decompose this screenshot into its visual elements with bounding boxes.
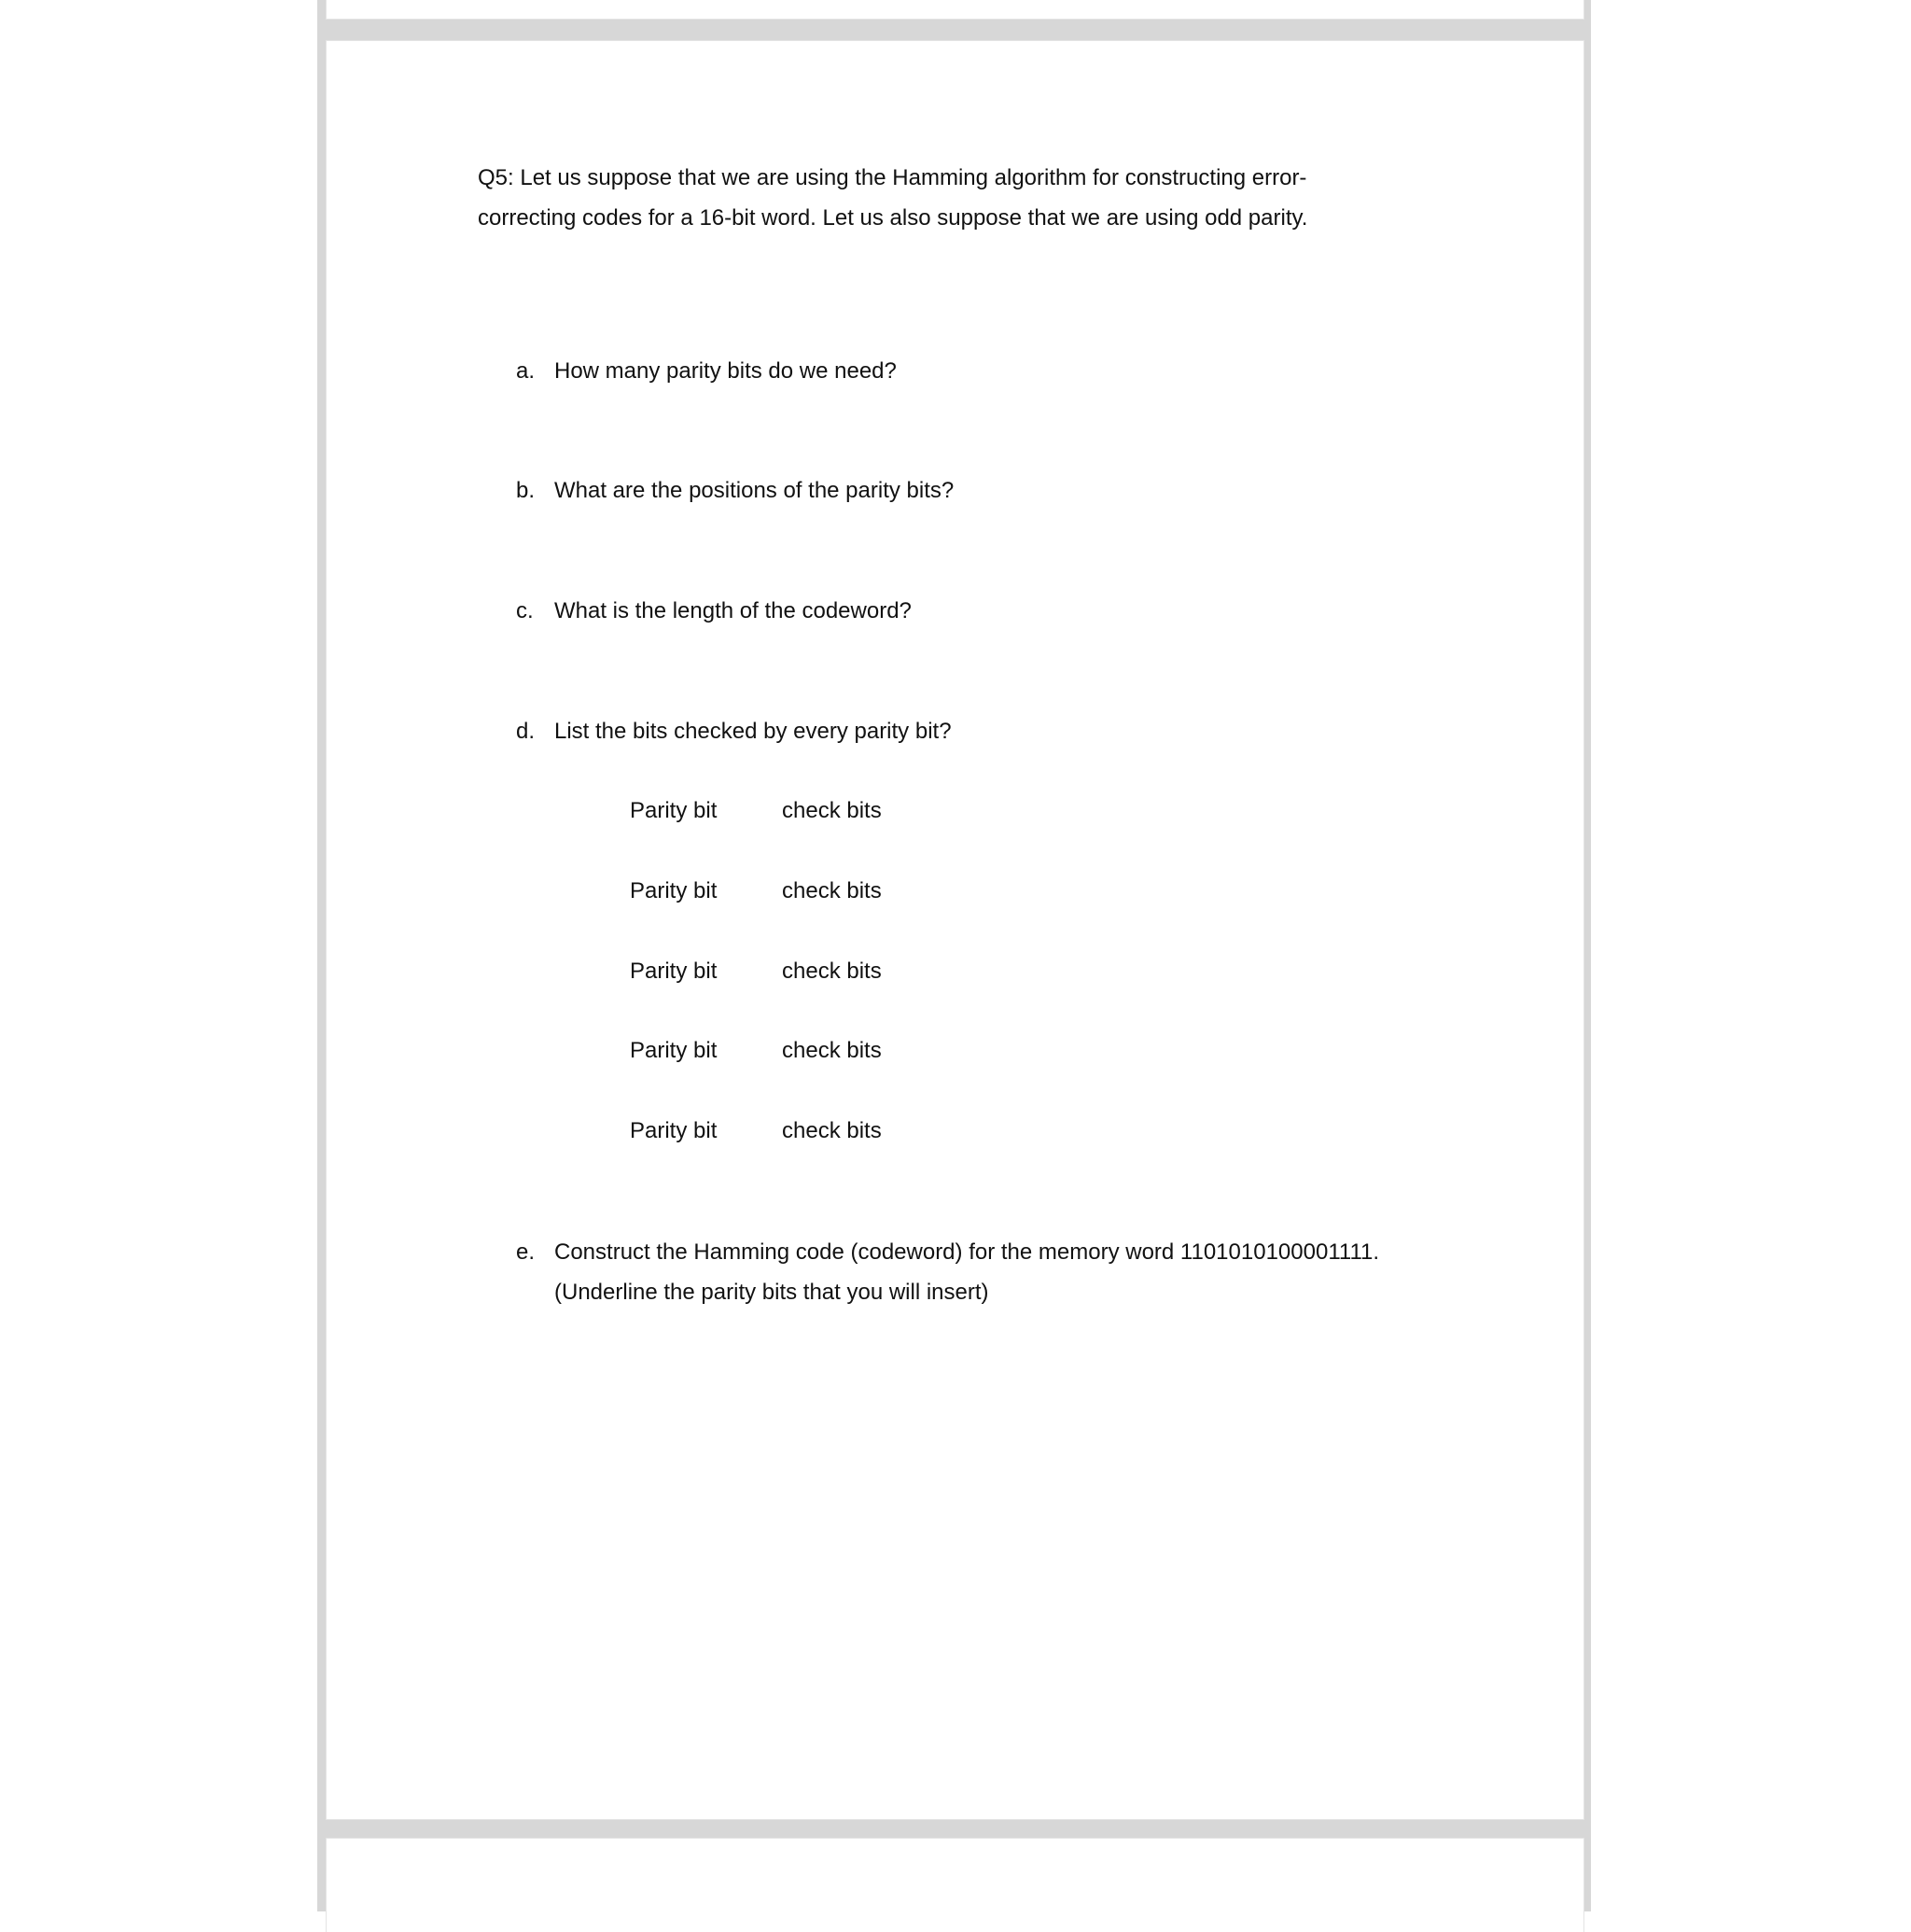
part-c [516, 591, 1487, 631]
part-b-text: What are the positions of the parity bits? [554, 478, 955, 503]
part-a-text: How many parity bits do we need? [554, 358, 897, 384]
part-e-text [554, 1232, 1487, 1312]
parity-bit-label: Parity bit [630, 878, 718, 903]
part-e-line-1: Construct the Hamming code (codeword) for the memory word 1101010100001111. [554, 1239, 1380, 1265]
parity-bit-label: Parity bit [630, 798, 718, 823]
question-intro [478, 158, 1430, 238]
part-b-letter: b. [516, 478, 536, 503]
check-bits-label: check bits [782, 798, 882, 823]
parity-row [630, 877, 969, 905]
part-e-letter: e. [516, 1239, 536, 1265]
check-bits-label: check bits [782, 1038, 882, 1063]
part-a [516, 351, 1487, 391]
check-bits-label: check bits [782, 1118, 882, 1143]
part-d-letter: d. [516, 719, 536, 744]
next-page [327, 1839, 1583, 1932]
parity-row [630, 958, 969, 986]
parity-bit-label: Parity bit [630, 1118, 718, 1143]
check-bits-label: check bits [782, 878, 882, 903]
part-c-letter: c. [516, 598, 534, 623]
parity-row [630, 1117, 969, 1145]
page-content [327, 41, 1583, 1819]
parity-bit-label: Parity bit [630, 959, 718, 984]
question-intro-line-2: correcting codes for a 16-bit word. Let us also suppose that we are using odd parity. [478, 205, 1308, 231]
question-intro-line-1: Q5: Let us suppose that we are using the Hamming algorithm for constructing error- [478, 165, 1307, 190]
document-viewer[interactable] [317, 0, 1591, 1911]
check-bits-label: check bits [782, 959, 882, 984]
part-b [516, 470, 1487, 511]
parity-row [630, 1037, 969, 1065]
part-d [516, 711, 1487, 751]
parity-bit-label: Parity bit [630, 1038, 718, 1063]
part-d-text: List the bits checked by every parity bit? [554, 719, 952, 744]
document-page [327, 41, 1583, 1819]
part-a-letter: a. [516, 358, 536, 384]
part-c-text: What is the length of the codeword? [554, 598, 912, 623]
part-e [516, 1232, 1487, 1312]
part-e-line-2: (Underline the parity bits that you will insert) [554, 1280, 989, 1305]
parity-row [630, 797, 969, 825]
previous-page [327, 0, 1583, 19]
